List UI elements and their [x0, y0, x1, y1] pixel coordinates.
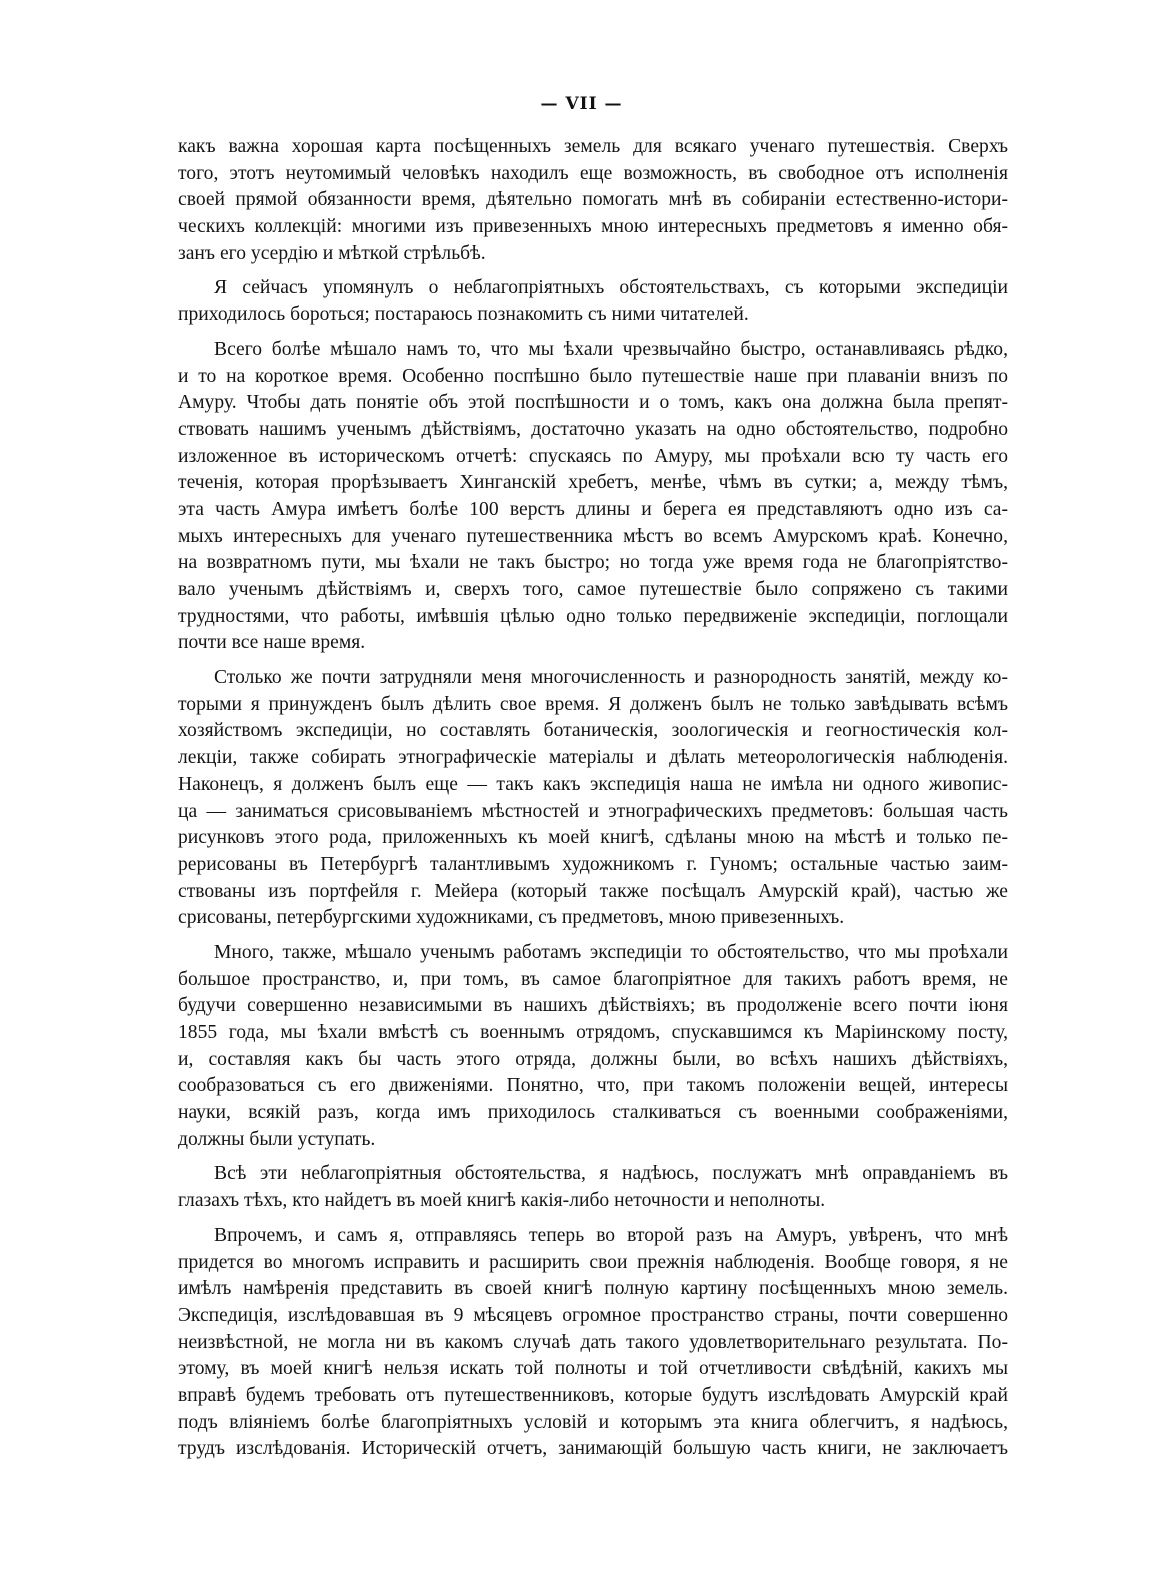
paragraph [178, 337, 1008, 657]
text-line: большое пространство, и, при томъ, въ самое благопріятное для такихъ работъ время, не [178, 968, 1008, 990]
text-line: мыхъ интересныхъ для ученаго путешественника мѣстъ во всемъ Амурскомъ краѣ. Конечно, [178, 525, 1008, 547]
paragraph [178, 1223, 1008, 1463]
text-line: торыми я принужденъ былъ дѣлить свое время. Я долженъ былъ не только завѣдывать всѣмъ [178, 693, 1008, 715]
text-line: сообразоваться съ его движеніями. Понятно, что, при такомъ положеніи вещей, интересы [178, 1075, 1008, 1097]
text-line: своей прямой обязанности время, дѣятельно помогать мнѣ въ собираніи естественно-истори- [178, 189, 1008, 211]
text-line: вало ученымъ дѣйствіямъ и, сверхъ того, самое путешествіе было сопряжено съ такими [178, 579, 1008, 600]
text-line: рисунковъ этого рода, приложенныхъ къ моей книгѣ, сдѣланы мною на мѣстѣ и только пе- [178, 827, 1008, 849]
paragraph [178, 940, 1008, 1154]
text-line: будучи совершенно независимыми въ нашихъ дѣйствіяхъ; въ продолженіе всего почти іюня [178, 995, 1008, 1017]
text-line: Экспедиція, изслѣдовавшая въ 9 мѣсяцевъ огромное пространство страны, почти совершенно [178, 1304, 1008, 1326]
text-line: придется во многомъ исправить и расширить свои прежнія наблюденія. Вообще говоря, я не [178, 1251, 1008, 1273]
text-line: рерисованы въ Петербургѣ талантливымъ художникомъ г. Гуномъ; остальные частью заим- [178, 853, 1008, 875]
paragraph [178, 665, 1008, 932]
text-line: и то на короткое время. Особенно поспѣшно было путешествіе наше при плаваніи внизъ по [178, 365, 1008, 387]
text-line: неизвѣстной, не могла ни въ какомъ случаѣ дать такого удовлетворительнаго результата. По- [178, 1331, 1008, 1353]
text-line: срисованы, петербургскими художниками, съ предметовъ, мною привезенныхъ. [178, 907, 845, 929]
text-line: ствовать нашимъ ученымъ дѣйствіямъ, достаточно указать на одно обстоятельство, подробно [178, 418, 1008, 440]
text-line: хозяйствомъ экспедиціи, но составлять ботаническія, зоологическія и геогностическія кол- [178, 720, 1008, 742]
text-line: эта часть Амура имѣетъ болѣе 100 верстъ длины и берега ея представляютъ одно изъ са- [178, 498, 1008, 520]
text-line: ца — заниматься срисовываніемъ мѣстностей и этнографическихъ предметовъ: большая часть [178, 800, 1008, 822]
text-line: Впрочемъ, и самъ я, отправляясь теперь во второй разъ на Амуръ, увѣренъ, что мнѣ [214, 1224, 1008, 1246]
paragraph [178, 1161, 1008, 1214]
text-line: Много, также, мѣшало ученымъ работамъ экспедиціи то обстоятельство, что мы проѣхали [214, 941, 1008, 963]
text-line: имѣлъ намѣренія представить въ своей книгѣ полную картину посѣщенныхъ мною земель. [178, 1278, 1008, 1300]
text-line: почти все наше время. [178, 632, 366, 654]
paragraph [178, 275, 1008, 328]
text-line: трудностями, что работы, имѣвшія цѣлью одно только передвиженіе экспедиціи, поглощали [178, 605, 1008, 627]
text-line: этому, въ моей книгѣ нельзя искать той полноты и той отчетливости свѣдѣній, какихъ мы [178, 1358, 1008, 1380]
page-number-header: — VII — [540, 94, 623, 114]
text-line: того, этотъ неутомимый человѣкъ находилъ еще возможность, въ свободное отъ исполненія [178, 162, 1008, 184]
text-line: вправѣ будемъ требовать отъ путешественниковъ, которые будутъ изслѣдовать Амурскій край [178, 1384, 1008, 1406]
text-line: Всѣ эти неблагопріятныя обстоятельства, я надѣюсь, послужатъ мнѣ оправданіемъ въ [214, 1163, 1008, 1185]
text-line: какъ важна хорошая карта посѣщенныхъ земель для всякаго ученаго путешествія. Сверхъ [178, 136, 1008, 157]
text-line: 1855 года, мы ѣхали вмѣстѣ съ военнымъ отрядомъ, спускавшимся къ Маріинскому посту, [178, 1022, 1008, 1043]
text-line: подъ вліяніемъ болѣе благопріятныхъ условій и которымъ эта книга облегчитъ, я надѣюсь, [178, 1411, 1008, 1433]
text-line: Я сейчасъ упомянулъ о неблагопріятныхъ обстоятельствахъ, съ которыми экспедиціи [214, 277, 1008, 299]
text-line: занъ его усердію и мѣткой стрѣльбѣ. [178, 242, 486, 264]
text-line: Всего болѣе мѣшало намъ то, что мы ѣхали чрезвычайно быстро, останавливаясь рѣдко, [214, 338, 1008, 360]
text-line: изложенное въ историческомъ отчетѣ: спускаясь по Амуру, мы проѣхали всю ту часть его [178, 445, 1008, 467]
text-line: Амуру. Чтобы дать понятіе объ этой поспѣшности и о томъ, какъ она должна была препят- [178, 392, 1008, 414]
body-text [178, 134, 1008, 1471]
text-line: лекціи, также собирать этнографическіе матеріалы и дѣлать метеорологическія наблюденія. [178, 747, 1008, 769]
text-line: науки, всякій разъ, когда имъ приходилось сталкиваться съ военными соображеніями, [178, 1102, 1008, 1124]
text-line: трудъ изслѣдованія. Историческій отчетъ, занимающій большую часть книги, не заключаетъ [178, 1438, 1008, 1460]
text-line: и, составляя какъ бы часть этого отряда, должны были, во всѣхъ нашихъ дѣйствіяхъ, [178, 1048, 1008, 1070]
paragraph [178, 134, 1008, 267]
text-line: глазахъ тѣхъ, кто найдетъ въ моей книгѣ какія-либо неточности и неполноты. [178, 1190, 826, 1212]
text-line: приходилось бороться; постараюсь познакомить съ ними читателей. [178, 304, 749, 326]
text-line: теченія, которая прорѣзываетъ Хинганскій хребетъ, менѣе, чѣмъ въ сутки; а, между тѣмъ, [178, 472, 1008, 494]
text-line: Наконецъ, я долженъ былъ еще — такъ какъ экспедиція наша не имѣла ни одного живопис- [178, 773, 1008, 795]
text-line: на возвратномъ пути, мы ѣхали не такъ быстро; но тогда уже время года не благопріятство- [178, 552, 1008, 574]
text-line: должны были уступать. [178, 1128, 376, 1150]
text-line: ческихъ коллекцій: многими изъ привезенныхъ мною интересныхъ предметовъ я именно обя- [178, 216, 1008, 238]
text-line: ствованы изъ портфейля г. Мейера (который также посѣщалъ Амурскій край), частью же [178, 880, 1008, 902]
text-line: Столько же почти затрудняли меня многочисленность и разнородность занятій, между ко- [214, 667, 1008, 689]
